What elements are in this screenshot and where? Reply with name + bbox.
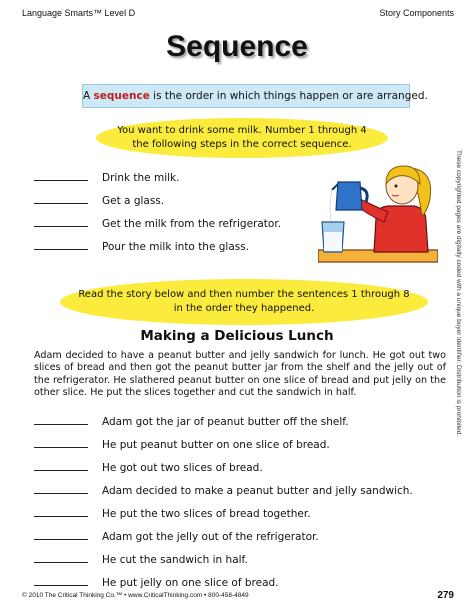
answer-blank[interactable] xyxy=(34,482,88,494)
answer-blank[interactable] xyxy=(34,238,88,250)
instruction-2-line-2: in the order they happened. xyxy=(173,303,315,314)
story-step xyxy=(34,505,311,519)
story-step-text: Adam got the jar of peanut butter off the shelf. xyxy=(102,416,349,428)
definition-post: is the order in which things happen or are arranged. xyxy=(149,90,428,102)
story-step-text: He put jelly on one slice of bread. xyxy=(102,577,279,589)
story-step-text: He put the two slices of bread together. xyxy=(102,508,311,520)
header-section: Story Components xyxy=(379,8,454,18)
answer-blank[interactable] xyxy=(34,215,88,227)
answer-blank[interactable] xyxy=(34,528,88,540)
milk-step-text: Drink the milk. xyxy=(102,172,180,184)
page-footer xyxy=(22,590,454,604)
instruction-1-line-1: You want to drink some milk. Number 1 through 4 xyxy=(117,125,367,136)
definition-box xyxy=(82,84,428,108)
answer-blank[interactable] xyxy=(34,192,88,204)
header-series: Language Smarts™ Level D xyxy=(22,8,136,18)
instruction-oval-2 xyxy=(60,279,428,325)
milk-step xyxy=(34,192,164,206)
instruction-1-line-2: the following steps in the correct sequence. xyxy=(132,139,352,150)
copyright-side-note: These copyrighted pages are digitally coded with a unique buyer identifier. Distribution is prohibited. xyxy=(455,150,462,437)
milk-step xyxy=(34,169,179,183)
girl-pouring-milk-illustration xyxy=(318,160,438,268)
answer-blank[interactable] xyxy=(34,413,88,425)
story-step-text: Adam got the jelly out of the refrigerator. xyxy=(102,531,319,543)
answer-blank[interactable] xyxy=(34,169,88,181)
milk-step-text: Get a glass. xyxy=(102,195,165,207)
story-step xyxy=(34,436,330,450)
story-step-text: He cut the sandwich in half. xyxy=(102,554,248,566)
page-number: 279 xyxy=(437,590,454,601)
story-step-text: Adam decided to make a peanut butter and jelly sandwich. xyxy=(102,485,413,497)
answer-blank[interactable] xyxy=(34,436,88,448)
page-title: Sequence xyxy=(166,30,308,63)
story-step xyxy=(34,459,263,473)
definition-keyword: sequence xyxy=(93,90,150,102)
answer-blank[interactable] xyxy=(34,505,88,517)
answer-blank[interactable] xyxy=(34,574,88,586)
answer-blank[interactable] xyxy=(34,459,88,471)
story-step xyxy=(34,413,349,427)
story-step xyxy=(34,528,319,542)
footer-copyright: © 2010 The Critical Thinking Co.™ • www.CriticalThinking.com • 800-458-4849 xyxy=(22,592,249,599)
story-text: Adam decided to have a peanut butter and jelly sandwich for lunch. He got out two slices of bread and then got the peanut butter jar from the shelf and the jelly out of the refrigerator. He slathered peanut butter on one slice of bread and put jelly on the other slice. He put the slices together and cut the sandwich in half. xyxy=(34,350,446,399)
story-step xyxy=(34,574,279,588)
milk-step xyxy=(34,215,281,229)
story-step xyxy=(34,551,248,565)
story-step xyxy=(34,482,413,496)
instruction-oval-1 xyxy=(96,118,388,158)
page-header xyxy=(22,8,454,22)
milk-step-text: Pour the milk into the glass. xyxy=(102,241,250,253)
instruction-2-line-1: Read the story below and then number the sentences 1 through 8 xyxy=(78,289,410,300)
story-step-text: He got out two slices of bread. xyxy=(102,462,263,474)
milk-step xyxy=(34,238,249,252)
answer-blank[interactable] xyxy=(34,551,88,563)
milk-step-text: Get the milk from the refrigerator. xyxy=(102,218,282,230)
story-step-text: He put peanut butter on one slice of bread. xyxy=(102,439,330,451)
story-title: Making a Delicious Lunch xyxy=(140,328,334,344)
definition-pre: A xyxy=(83,90,94,102)
